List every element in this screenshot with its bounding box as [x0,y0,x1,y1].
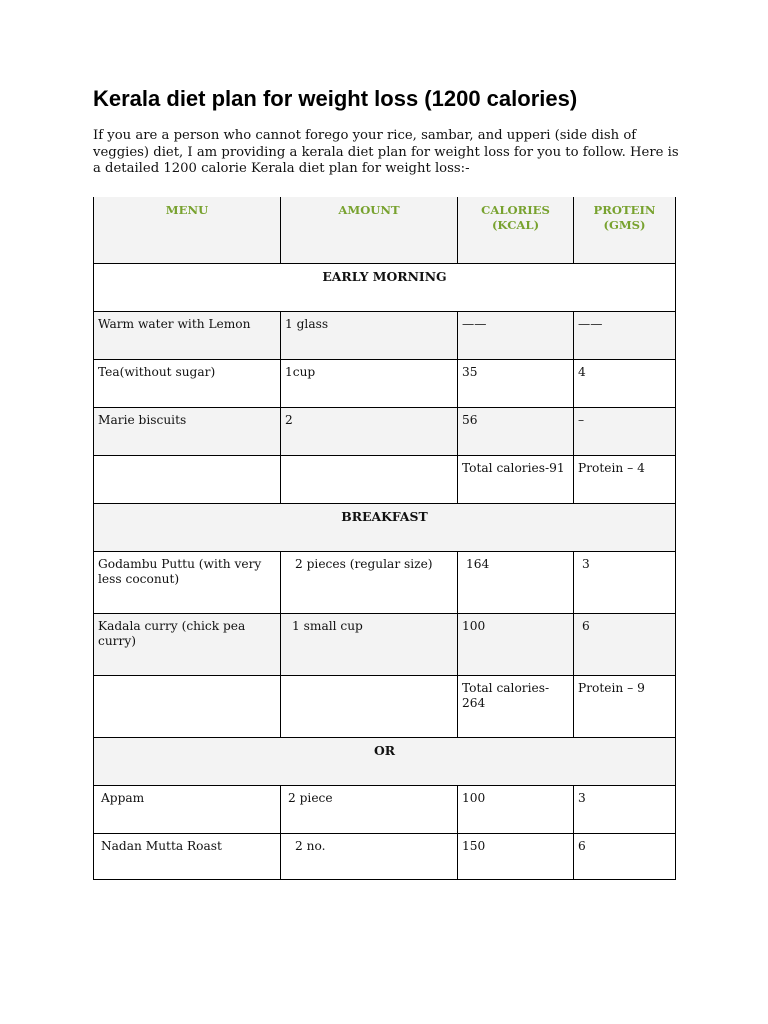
cell-calories: 100 [458,614,574,676]
cell-calories: 164 [458,552,574,614]
header-menu: MENU [94,197,281,264]
table-row [94,786,676,834]
cell-menu: Godambu Puttu (with very less coconut) [94,552,281,614]
section-row [94,264,676,312]
cell-amount: 1 small cup [281,614,458,676]
page-title: Kerala diet plan for weight loss (1200 calories) [93,86,578,111]
table-row [94,408,676,456]
cell-menu [94,676,281,738]
cell-calories: Total calories-91 [458,456,574,504]
cell-calories: 35 [458,360,574,408]
cell-amount: 2 no. [281,834,458,880]
cell-protein: —— [574,312,676,360]
table-row [94,614,676,676]
intro-paragraph: If you are a person who cannot forego your rice, sambar, and upperi (side dish of veggies) diet, I am providing a kerala diet plan for weight loss for you to follow. Here is a detailed 1200 calorie Kerala diet plan for weight loss:- [93,128,679,176]
cell-menu: Kadala curry (chick pea curry) [94,614,281,676]
cell-protein: 3 [574,786,676,834]
cell-menu [94,456,281,504]
section-early-morning: EARLY MORNING [94,264,676,312]
cell-calories: 100 [458,786,574,834]
cell-menu: Tea(without sugar) [94,360,281,408]
table-row-total [94,676,676,738]
header-amount: AMOUNT [281,197,458,264]
cell-amount: 1 glass [281,312,458,360]
cell-protein: 4 [574,360,676,408]
cell-protein: Protein – 4 [574,456,676,504]
cell-menu: Marie biscuits [94,408,281,456]
cell-calories: Total calories-264 [458,676,574,738]
cell-amount [281,676,458,738]
header-protein: PROTEIN (GMS) [574,197,676,264]
cell-menu: Nadan Mutta Roast [94,834,281,880]
table-header-row [94,197,676,264]
cell-calories: —— [458,312,574,360]
cell-protein: 6 [574,834,676,880]
cell-menu: Warm water with Lemon [94,312,281,360]
cell-amount: 2 pieces (regular size) [281,552,458,614]
section-row [94,738,676,786]
table-row-total [94,456,676,504]
cell-amount: 1cup [281,360,458,408]
table-row [94,360,676,408]
cell-amount [281,456,458,504]
cell-protein: – [574,408,676,456]
cell-calories: 56 [458,408,574,456]
cell-amount: 2 piece [281,786,458,834]
diet-table [93,197,676,880]
cell-protein: 3 [574,552,676,614]
cell-amount: 2 [281,408,458,456]
cell-protein: Protein – 9 [574,676,676,738]
header-calories: CALORIES (KCAL) [458,197,574,264]
table-row [94,834,676,880]
cell-protein: 6 [574,614,676,676]
section-or: OR [94,738,676,786]
cell-calories: 150 [458,834,574,880]
cell-menu: Appam [94,786,281,834]
section-breakfast: BREAKFAST [94,504,676,552]
table-row [94,312,676,360]
table-row [94,552,676,614]
section-row [94,504,676,552]
